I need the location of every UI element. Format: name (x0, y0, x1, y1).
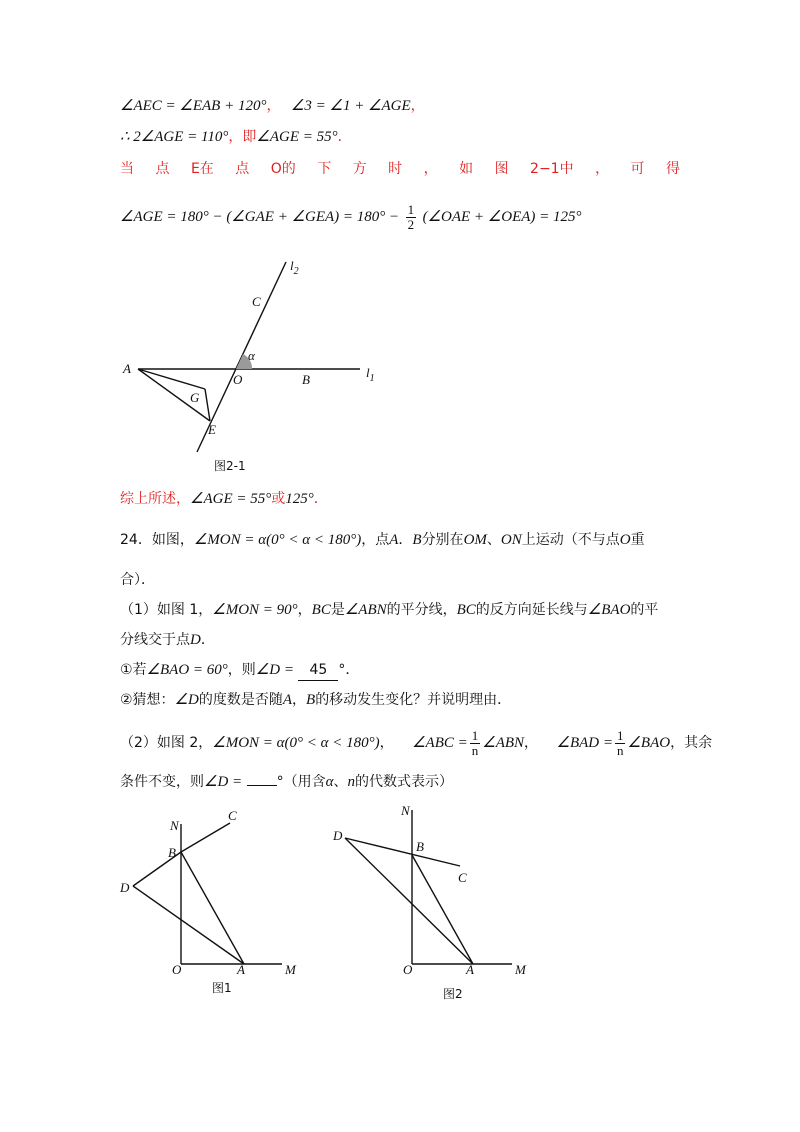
label-m: M (515, 962, 526, 977)
text: ， (524, 735, 539, 751)
line3-token: 可 (630, 161, 645, 177)
label-c: C (228, 808, 237, 823)
period: ． (313, 491, 328, 507)
text: °． (338, 662, 360, 678)
part-label: （1）如图 1， (120, 602, 213, 618)
text: ， (297, 602, 312, 618)
text: 合）． (120, 572, 155, 588)
text: 分线交于点 (120, 632, 190, 648)
text: 的代数式表示） (354, 774, 453, 790)
line-dbc (345, 838, 460, 866)
point-b: B (306, 692, 316, 708)
equation-mon-alpha: ∠MON = α(0° < α < 180°) (212, 735, 380, 751)
text: 的反方向延长线与 (475, 602, 588, 618)
conclusion-text: 综上所述， (120, 491, 190, 507)
line3-token: 方 (352, 161, 367, 177)
segment-bc: BC (311, 602, 331, 618)
label-d: D (333, 828, 343, 843)
fraction-denominator: n (616, 742, 624, 758)
text: 、 (486, 532, 501, 548)
line3-token: 点 (155, 161, 170, 177)
angle-d: ∠D = (204, 774, 243, 790)
label-c: C (252, 294, 261, 309)
label-n: N (170, 818, 179, 833)
symbol-alpha: α (325, 774, 334, 790)
point-d: D (190, 632, 201, 648)
answer-blank: 45 (298, 660, 338, 681)
line3-token: E在 (190, 161, 214, 177)
equation-age-55: ∠AGE = 55° (190, 491, 272, 507)
equation-age-part1: ∠AGE = 180° − (∠GAE + ∠GEA) = 180° − (120, 209, 400, 225)
text: 是 (330, 602, 345, 618)
angle-abc: ∠ABC = (412, 735, 468, 751)
separator: ， (266, 98, 281, 114)
label-a: A (123, 361, 131, 376)
line3-token: O的 (270, 161, 296, 177)
label-b: B (302, 372, 310, 387)
label-o: O (172, 962, 182, 977)
label-c: C (458, 870, 467, 885)
text: °（用含 (276, 774, 326, 790)
line3-token: 点 (235, 161, 250, 177)
label-g: G (190, 390, 200, 405)
text: ①若 (120, 662, 147, 678)
label-b: B (416, 839, 424, 854)
text: ，其余 (670, 735, 713, 751)
text: ， (292, 692, 307, 708)
caption-figure-2-1: 图2-1 (214, 459, 246, 473)
segment-bc: BC (456, 602, 476, 618)
angle-d: ∠D = (255, 662, 294, 678)
angle-d: ∠D (174, 692, 199, 708)
label-a: A (237, 962, 245, 977)
line3-token: ， (595, 161, 610, 177)
equation-age-55: ∠AGE = 55° (256, 129, 338, 145)
equation-angle3: ∠3 = ∠1 + ∠AGE (290, 98, 411, 114)
label-n: N (401, 803, 410, 818)
fraction-denominator: 2 (407, 216, 415, 232)
label-a: A (466, 962, 474, 977)
separator: ， (410, 98, 425, 114)
text: 的移动发生变化？并说明理由． (315, 692, 512, 708)
angle-bao: ∠BAO (627, 735, 671, 751)
line3-token: 下 (317, 161, 332, 177)
text: 、 (333, 774, 348, 790)
connector-text: ，即 (228, 129, 257, 145)
equation-2age: ∴ 2∠AGE = 110° (120, 129, 229, 145)
point-b: B (412, 532, 422, 548)
label-d: D (120, 880, 130, 895)
angle-abn: ∠ABN (482, 735, 525, 751)
text: 的度数是否随 (198, 692, 283, 708)
line3-token: 图 (494, 161, 509, 177)
line3-token: 当 (120, 161, 134, 177)
equation-age-part2: (∠OAE + ∠OEA) = 125° (422, 209, 582, 225)
fraction-numerator: 1 (616, 727, 624, 743)
ray-om: OM (463, 532, 487, 548)
text: ． (200, 632, 215, 648)
angle-bao: ∠BAO (587, 602, 631, 618)
text: ，点 (361, 532, 390, 548)
or-text: 或 (271, 491, 286, 507)
label-l1: $l_1$ (366, 365, 375, 384)
line3-token: 时 (388, 161, 403, 177)
fraction-numerator: 1 (471, 727, 479, 743)
value-125: 125° (285, 491, 314, 507)
segment-ad (345, 838, 473, 964)
text: ②猜想： (120, 692, 175, 708)
angle-abn: ∠ABN (344, 602, 387, 618)
part-label: （2）如图 2， (120, 735, 213, 751)
point-a: A (389, 532, 399, 548)
label-m: M (285, 962, 296, 977)
point-a: A (282, 692, 293, 708)
label-l2: $l_2$ (290, 258, 299, 277)
text: 上运动（不与点 (521, 532, 620, 548)
angle-bad: ∠BAD = (556, 735, 613, 751)
equation-bao-60: ∠BAO = 60° (146, 662, 228, 678)
equation-mon-90: ∠MON = 90° (212, 602, 298, 618)
question-number: 24．如图， (120, 532, 194, 548)
text: ． (398, 532, 413, 548)
text: ， (379, 735, 394, 751)
fraction-numerator: 1 (407, 201, 415, 217)
line3-token: 得 (666, 161, 680, 177)
ray-on: ON (500, 532, 522, 548)
caption-figure-1: 图1 (212, 981, 232, 995)
point-o: O (619, 532, 631, 548)
text: ，则 (227, 662, 256, 678)
label-b: B (168, 845, 176, 860)
fraction-denominator: n (471, 742, 479, 758)
equation-aec: ∠AEC = ∠EAB + 120° (120, 98, 267, 114)
text: 条件不变，则 (120, 774, 204, 790)
text: 的平 (630, 602, 659, 618)
text: 重 (630, 532, 645, 548)
line3-token: 如 (459, 161, 474, 177)
text: 分别在 (421, 532, 464, 548)
period: ． (337, 129, 352, 145)
equation-mon-alpha: ∠MON = α(0° < α < 180°) (193, 532, 362, 548)
text: 的平分线， (386, 602, 457, 618)
label-e: E (208, 422, 216, 437)
line3-token: 2−1中 (530, 161, 574, 177)
label-alpha: α (248, 348, 255, 363)
label-o: O (233, 372, 243, 387)
label-o: O (403, 962, 413, 977)
caption-figure-2: 图2 (443, 987, 463, 1001)
symbol-n: n (347, 774, 355, 790)
line3-token: ， (423, 161, 438, 177)
